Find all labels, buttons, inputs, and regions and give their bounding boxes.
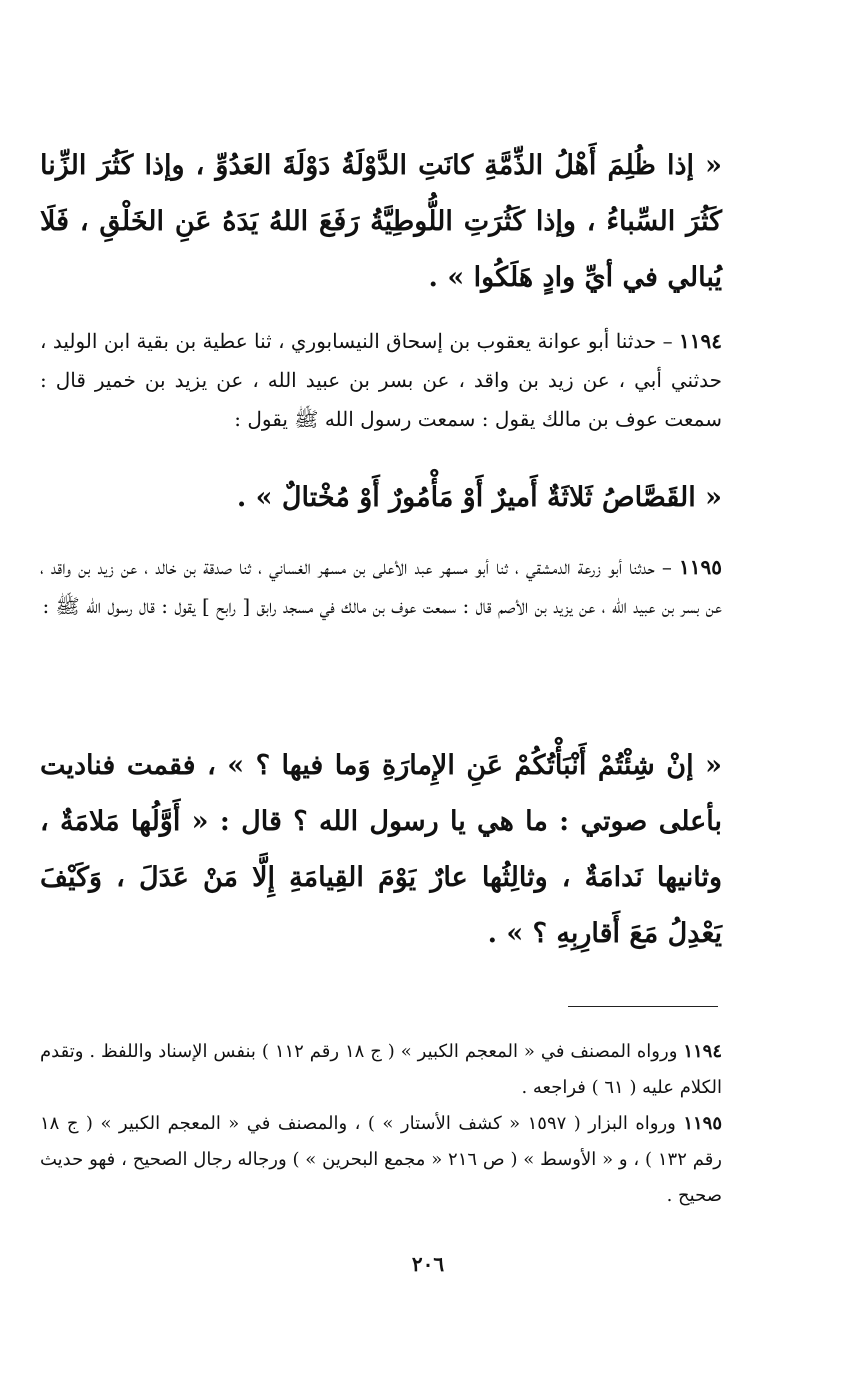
hadith-matn: « إنْ شِئْتُمْ أَنْبَأْتُكُمْ عَنِ الإِمارَةِ وَما فيها ؟ » ، فقمت فناديت بأعلى صوتي : ما هي يا رسول الله ؟ قال : « أَوَّلُها مَلامَةٌ ، وثانيها نَدامَةٌ ، وثالِثُها عارٌ يَوْمَ القِيامَةِ إِلَّا مَنْ عَدَلَ ، وَكَيْفَ يَعْدِلُ مَعَ أَقارِبِهِ ؟ » . (40, 750, 722, 949)
hadith-number: ١١٩٤ (679, 329, 723, 353)
hadith-1195-isnad (40, 548, 722, 626)
hadith-number: ١١٩٥ (679, 555, 722, 579)
hadith-matn: « القَصَّاصُ ثَلاثَةٌ أَميرٌ أَوْ مَأْمُورٌ أَوْ مُخْتالٌ » . (236, 482, 722, 513)
footnote-number: ١١٩٥ (683, 1113, 722, 1134)
footnote-number: ١١٩٤ (683, 1041, 722, 1062)
isnad-text: – حدثنا أبو عوانة يعقوب بن إسحاق النيسابوري ، ثنا عطية بن بقية ابن الوليد ، حدثني أبي ، عن زيد بن واقد ، عن بسر بن عبيد الله ، عن يزيد بن خمير قال : سمعت عوف بن مالك يقول : سمعت رسول الله ﷺ يقول : (40, 329, 722, 431)
footnote-text: ورواه المصنف في « المعجم الكبير » ( ج ١٨ رقم ١١٢ ) بنفس الإسناد واللفظ . وتقدم الكلام عليه ( ٦١ ) فراجعه . (40, 1041, 722, 1098)
footnote-divider (568, 1006, 718, 1007)
hadith-matn: « إذا ظُلِمَ أَهْلُ الذِّمَّةِ كانَتِ الدَّوْلَةُ دَوْلَةَ العَدُوِّ ، وإذا كَثُرَ الزِّنا كَثُرَ السِّباءُ ، وإذا كَثُرَتِ اللُّوطِيَّةُ رَفَعَ اللهُ يَدَهُ عَنِ الخَلْقِ ، فَلَا يُبالي في أيِّ وادٍ هَلَكُوا » . (40, 150, 722, 293)
hadith-1194-isnad (40, 322, 722, 439)
isnad-text: – حدثنا أبو زرعة الدمشقي ، ثنا أبو مسهر عبد الأعلى بن مسهر الغساني ، ثنا صدقة بن خالد ، عن زيد بن واقد ، عن بسر بن عبيد الله ، عن يزيد بن الأصم قال : سمعت عوف بن مالك في مسجد رابق [ رابح ] يقول : قال رسول الله ﷺ : (40, 555, 722, 618)
footnotes (40, 1034, 722, 1214)
hadith-1195-matn (40, 738, 722, 962)
footnote-text: ورواه البزار ( ١٥٩٧ « كشف الأستار » ) ، والمصنف في « المعجم الكبير » ( ج ١٨ رقم ١٣٢ ) ، و « الأوسط » ( ص ٢١٦ « مجمع البحرين » ) ورجاله رجال الصحيح ، فهو حديث صحيح . (40, 1113, 722, 1206)
hadith-1194-matn (40, 470, 722, 526)
page-number: ٢٠٦ (411, 1252, 445, 1276)
footnote-1194 (40, 1034, 722, 1106)
hadith-text-continued (40, 138, 722, 306)
footnote-1195 (40, 1106, 722, 1214)
